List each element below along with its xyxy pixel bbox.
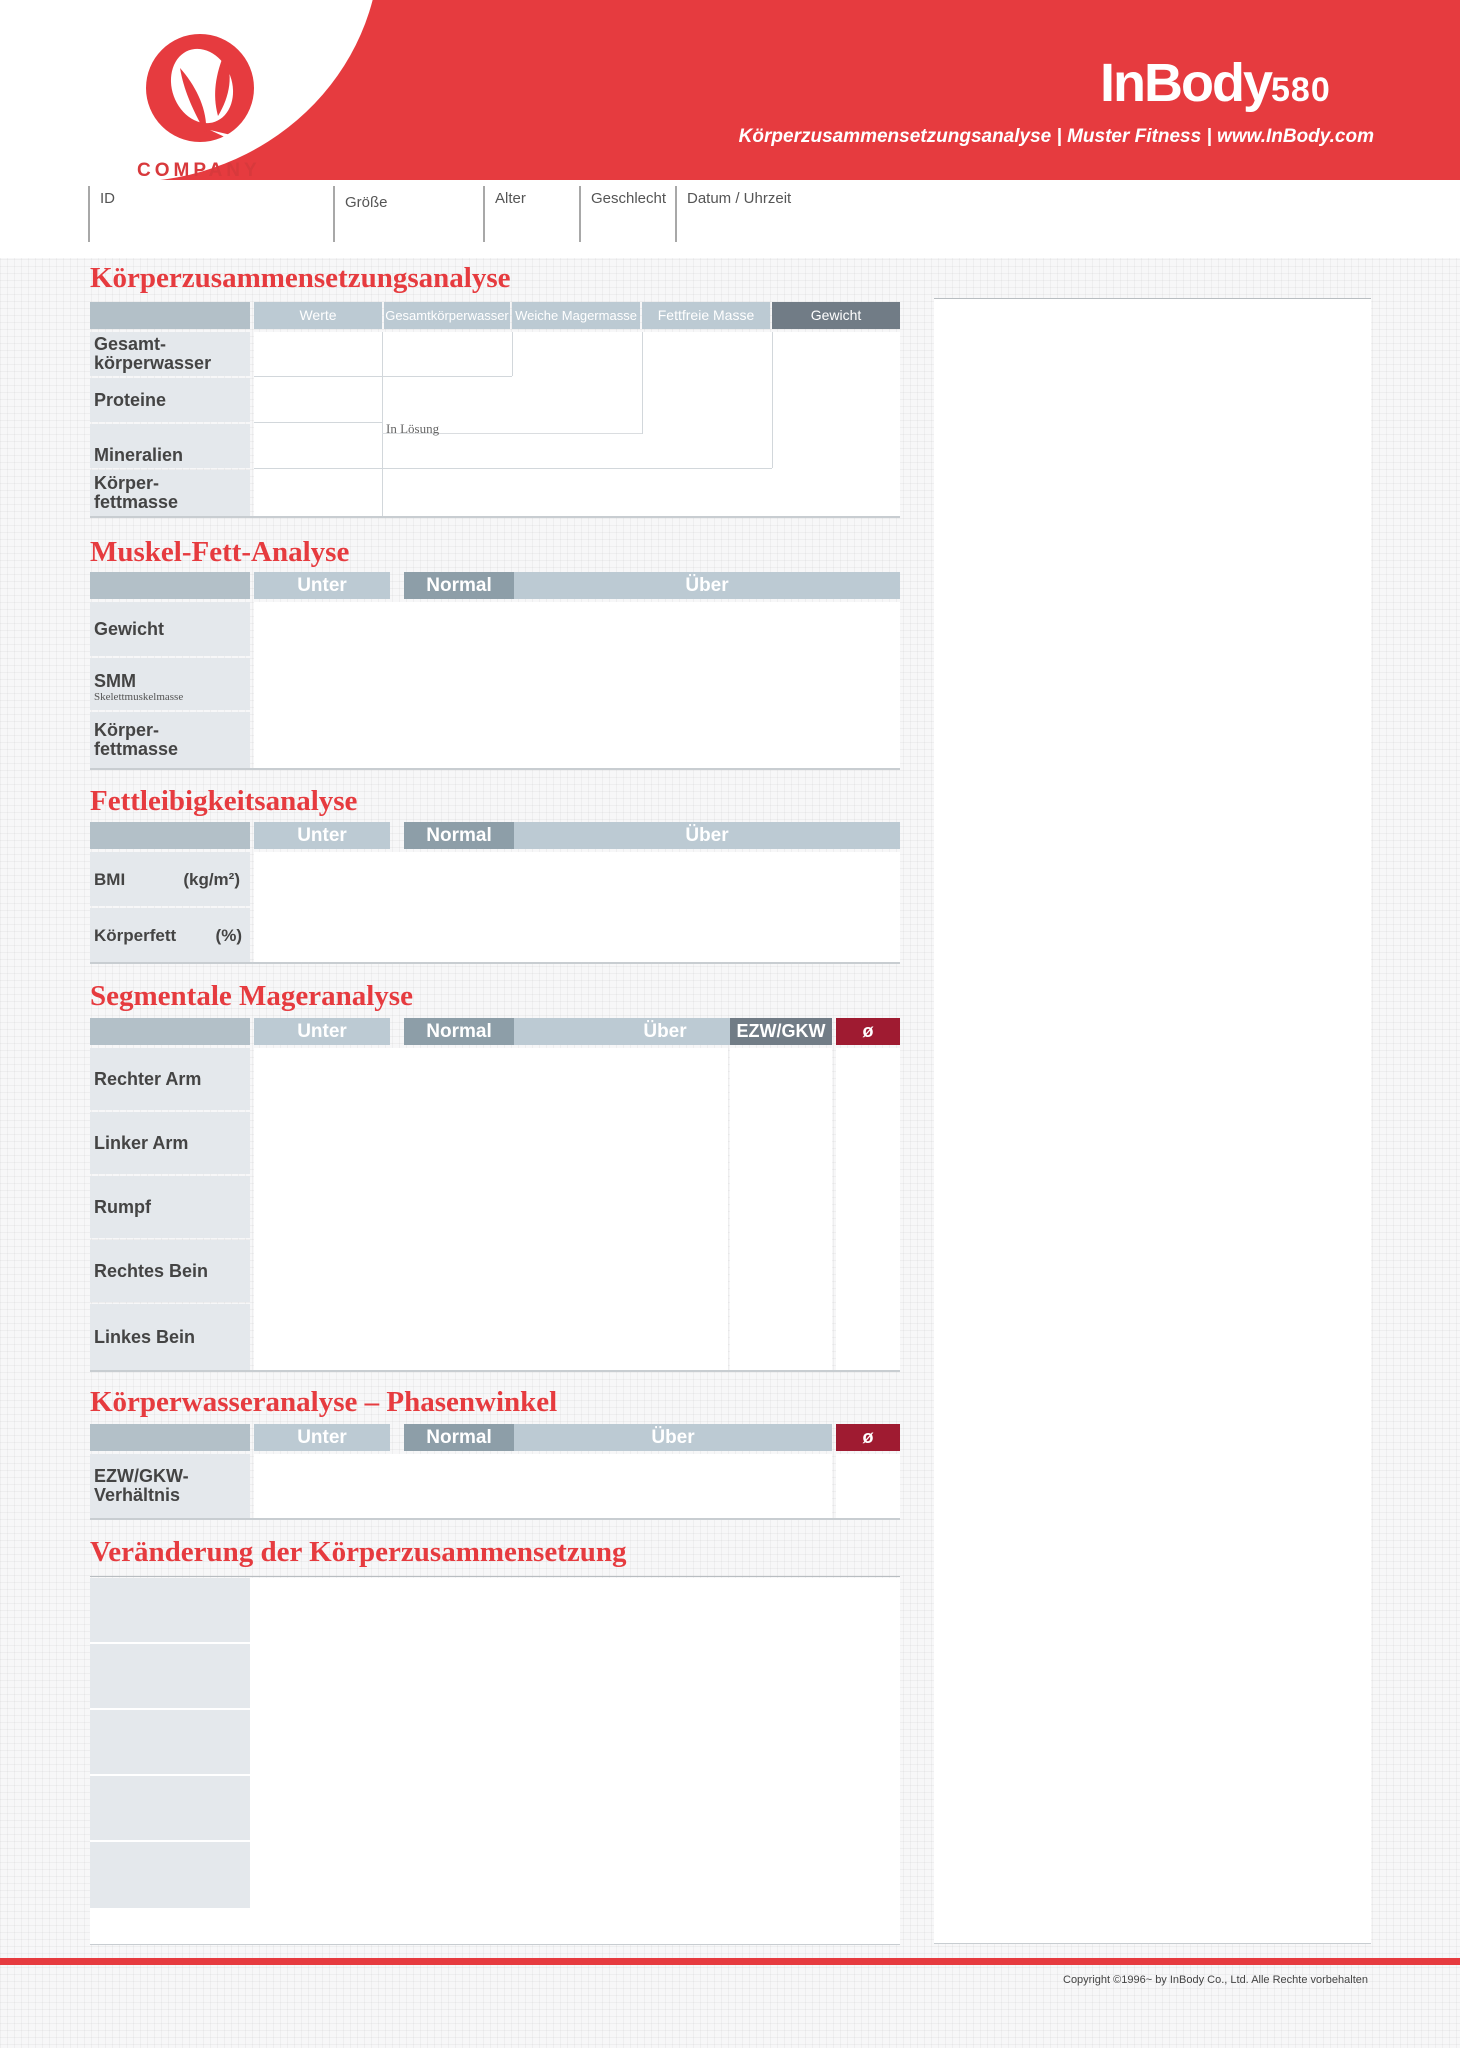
water-header xyxy=(90,1424,900,1451)
segmental-ecw-column xyxy=(730,1048,832,1370)
header-over: Über xyxy=(514,822,900,849)
row-label-body-fat-percent: Körperfett (%) xyxy=(90,908,250,962)
history-row-label xyxy=(90,1710,250,1774)
header-normal: Normal xyxy=(404,822,514,849)
bmi-unit: (kg/m²) xyxy=(183,869,240,889)
obesity-chart-area xyxy=(254,852,900,962)
in-solution-label: In Lösung xyxy=(386,421,440,436)
header-soft-lean-mass: Weiche Magermasse xyxy=(512,302,640,329)
section-bottom-line xyxy=(90,768,900,770)
section-bottom-line xyxy=(90,1370,900,1372)
copyright-text: Copyright ©1996~ by InBody Co., Ltd. Alle Rechte vorbehalten xyxy=(1063,1974,1368,1986)
history-row-label xyxy=(90,1578,250,1642)
history-row-label xyxy=(90,1644,250,1708)
section-title-body-water: Körperwasseranalyse – Phasenwinkel xyxy=(90,1386,558,1418)
grid-line xyxy=(254,468,772,469)
water-chart-area xyxy=(254,1454,832,1518)
muscle-fat-chart-area xyxy=(254,602,900,768)
header-label-spacer xyxy=(90,822,250,849)
footer-accent-line xyxy=(0,1958,1460,1965)
section-title-muscle-fat: Muskel-Fett-Analyse xyxy=(90,536,350,568)
row-label-minerals: Mineralien xyxy=(90,424,250,468)
header-label-spacer xyxy=(90,1424,250,1451)
row-label-bmi: BMI (kg/m²) xyxy=(90,852,250,906)
right-results-panel xyxy=(934,298,1371,1944)
info-field-age[interactable]: Alter xyxy=(483,186,579,242)
header-label-spacer xyxy=(90,1018,250,1045)
header-over: Über xyxy=(514,572,900,599)
row-label-right-leg: Rechtes Bein xyxy=(90,1240,250,1302)
header-over: Über xyxy=(514,1424,832,1451)
product-name: InBody xyxy=(1100,53,1271,113)
company-logo-icon xyxy=(140,30,260,150)
section-bottom-line xyxy=(90,1518,900,1520)
row-label-trunk: Rumpf xyxy=(90,1176,250,1238)
row-label-proteins: Proteine xyxy=(90,378,250,422)
segmental-header xyxy=(90,1018,900,1045)
grid-line xyxy=(382,332,383,516)
header-under: Unter xyxy=(254,1424,390,1451)
header-under: Unter xyxy=(254,822,390,849)
header-under: Unter xyxy=(254,1018,390,1045)
row-label-left-leg: Linkes Bein xyxy=(90,1304,250,1370)
grid-line xyxy=(642,332,643,434)
header-weight: Gewicht xyxy=(772,302,900,329)
product-title xyxy=(1100,52,1331,114)
body-comp-values-area xyxy=(254,332,900,516)
row-label-weight: Gewicht xyxy=(90,602,250,656)
section-title-segmental-lean: Segmentale Mageranalyse xyxy=(90,980,413,1012)
section-bottom-line xyxy=(90,962,900,964)
obesity-header xyxy=(90,822,900,849)
section-title-composition-history: Veränderung der Körperzusammensetzung xyxy=(90,1536,627,1568)
grid-line xyxy=(254,376,512,377)
header-values: Werte xyxy=(254,302,382,329)
header-normal: Normal xyxy=(404,1018,514,1045)
row-label-right-arm: Rechter Arm xyxy=(90,1048,250,1110)
company-name: COMPANY xyxy=(137,160,261,181)
header-normal: Normal xyxy=(404,572,514,599)
header-under: Unter xyxy=(254,572,390,599)
header-ecw-tbw: EZW/GKW xyxy=(730,1018,832,1045)
history-row-label xyxy=(90,1842,250,1908)
header-label-spacer xyxy=(90,302,250,329)
segmental-chart-area xyxy=(254,1048,728,1370)
section-title-obesity: Fettleibigkeitsanalyse xyxy=(90,785,358,817)
row-label-smm: SMM Skelettmuskelmasse xyxy=(90,658,250,710)
muscle-fat-header xyxy=(90,572,900,599)
header-label-spacer xyxy=(90,572,250,599)
info-field-gender[interactable]: Geschlecht xyxy=(579,186,675,242)
row-sublabel-skeletal-muscle-mass: Skelettmuskelmasse xyxy=(94,690,184,703)
row-label-total-body-water: Gesamt- körperwasser xyxy=(90,332,250,376)
grid-line xyxy=(512,332,513,376)
row-label-ecw-tbw-ratio: EZW/GKW- Verhältnis xyxy=(90,1454,250,1518)
row-label-body-fat-mass: Körper- fettmasse xyxy=(90,470,250,516)
product-model: 580 xyxy=(1271,71,1331,109)
info-field-datetime[interactable]: Datum / Uhrzeit xyxy=(675,186,875,242)
water-phase-column xyxy=(836,1454,900,1518)
header-phase-angle-icon: ø xyxy=(836,1018,900,1045)
row-label-left-arm: Linker Arm xyxy=(90,1112,250,1174)
section-bottom-line xyxy=(90,1944,900,1945)
segmental-phase-column xyxy=(836,1048,900,1370)
history-row-label xyxy=(90,1776,250,1840)
section-bottom-line xyxy=(90,516,900,518)
info-field-id[interactable]: ID xyxy=(88,186,333,242)
grid-line xyxy=(772,332,773,468)
body-comp-header xyxy=(90,302,900,329)
row-label-body-fat-mass: Körper- fettmasse xyxy=(90,712,250,768)
body-fat-unit: (%) xyxy=(215,925,242,945)
header-over: Über xyxy=(514,1018,816,1045)
section-title-body-composition: Körperzusammensetzungsanalyse xyxy=(90,262,511,294)
header-normal: Normal xyxy=(404,1424,514,1451)
section-top-line xyxy=(90,1576,900,1577)
header-phase-angle-icon: ø xyxy=(836,1424,900,1451)
header-fat-free-mass: Fettfreie Masse xyxy=(642,302,770,329)
info-field-height[interactable]: Größe xyxy=(333,186,483,242)
header-tagline: Körperzusammensetzungsanalyse | Muster Fitness | www.InBody.com xyxy=(738,126,1374,147)
header-total-body-water: Gesamtkörperwasser xyxy=(384,302,510,329)
grid-line xyxy=(254,422,382,423)
